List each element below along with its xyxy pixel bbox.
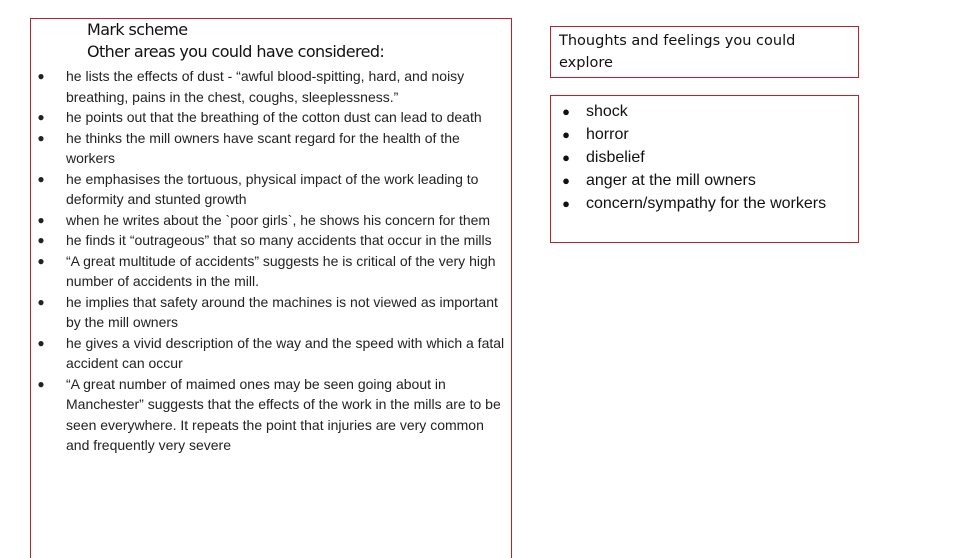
point-text: he thinks the mill owners have scant regard for the health of the workers [66,129,460,166]
bullet-icon: ● [37,253,45,268]
list-item [562,169,854,192]
bullet-icon: ● [562,173,570,188]
bullet-icon: ● [562,196,570,211]
list-item [562,123,854,146]
feeling-text: shock [586,103,628,120]
point-text: “A great multitude of accidents” suggests he is critical of the very high number of accidents in the mill. [66,252,496,289]
bullet-icon: ● [562,150,570,165]
list-item [37,230,507,251]
bullet-icon: ● [37,171,45,186]
point-text: he emphasises the tortuous, physical impact of the work leading to deformity and stunted growth [66,170,479,207]
list-item [37,128,507,169]
list-item [37,107,507,128]
list-item [562,146,854,169]
list-item [37,66,507,107]
list-item [37,210,507,231]
point-text: when he writes about the `poor girls`, he shows his concern for them [66,211,491,228]
bullet-icon: ● [562,104,570,119]
mark-scheme-title [87,19,507,63]
list-item [37,251,507,292]
point-text: he finds it “outrageous” that so many accidents that occur in the mills [66,232,492,248]
list-item [37,169,507,210]
bullet-icon: ● [37,294,45,309]
bullet-icon: ● [37,376,45,391]
point-text: he implies that safety around the machines is not viewed as important by the mill owners [66,293,498,330]
list-item [37,374,507,456]
feeling-text: disbelief [586,149,645,166]
title-line-1: Mark scheme [87,20,188,39]
thoughts-title: Thoughts and feelings you could explore [559,33,796,71]
mark-scheme-points-list [37,66,507,456]
list-item [562,192,854,215]
bullet-icon: ● [37,69,45,83]
bullet-icon: ● [37,212,45,227]
feelings-list [562,100,854,215]
point-text: “A great number of maimed ones may be seen going about in Manchester” suggests that the effects of the work in the mills are to be seen everywhere. It repeats the point that injuries are very common and frequently very severe [66,375,501,453]
list-item [562,100,854,123]
list-item [37,292,507,333]
point-text: he gives a vivid description of the way and the speed with which a fatal accident can occur [66,334,505,371]
bullet-icon: ● [37,130,45,145]
feeling-text: horror [586,126,629,143]
title-line-2: Other areas you could have considered: [87,42,385,61]
list-item [37,333,507,374]
bullet-icon: ● [37,335,45,350]
bullet-icon: ● [37,233,45,247]
point-text: he points out that the breathing of the cotton dust can lead to death [66,109,482,125]
bullet-icon: ● [37,110,45,124]
feeling-text: anger at the mill owners [586,172,756,189]
feeling-text: concern/sympathy for the workers [586,195,827,212]
bullet-icon: ● [562,127,570,142]
point-text: he lists the effects of dust - “awful blood-spitting, hard, and noisy breathing, pains in the chest, coughs, sleeplessness.” [66,68,465,105]
